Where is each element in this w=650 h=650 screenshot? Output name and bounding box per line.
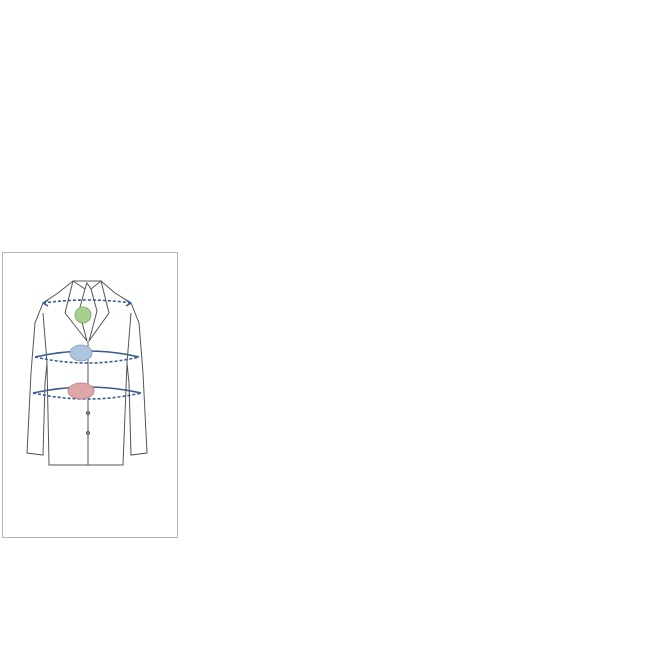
jacket-measurement-illustration: [3, 253, 177, 503]
waist-marker: [68, 383, 94, 399]
measurement-guide-section: [2, 252, 648, 538]
jacket-illustration-panel: [2, 252, 178, 538]
how-to-measure-guide: [178, 252, 648, 538]
size-chart-sheet: [2, 110, 648, 538]
chest-marker: [70, 345, 92, 361]
shoulder-marker: [75, 307, 91, 323]
